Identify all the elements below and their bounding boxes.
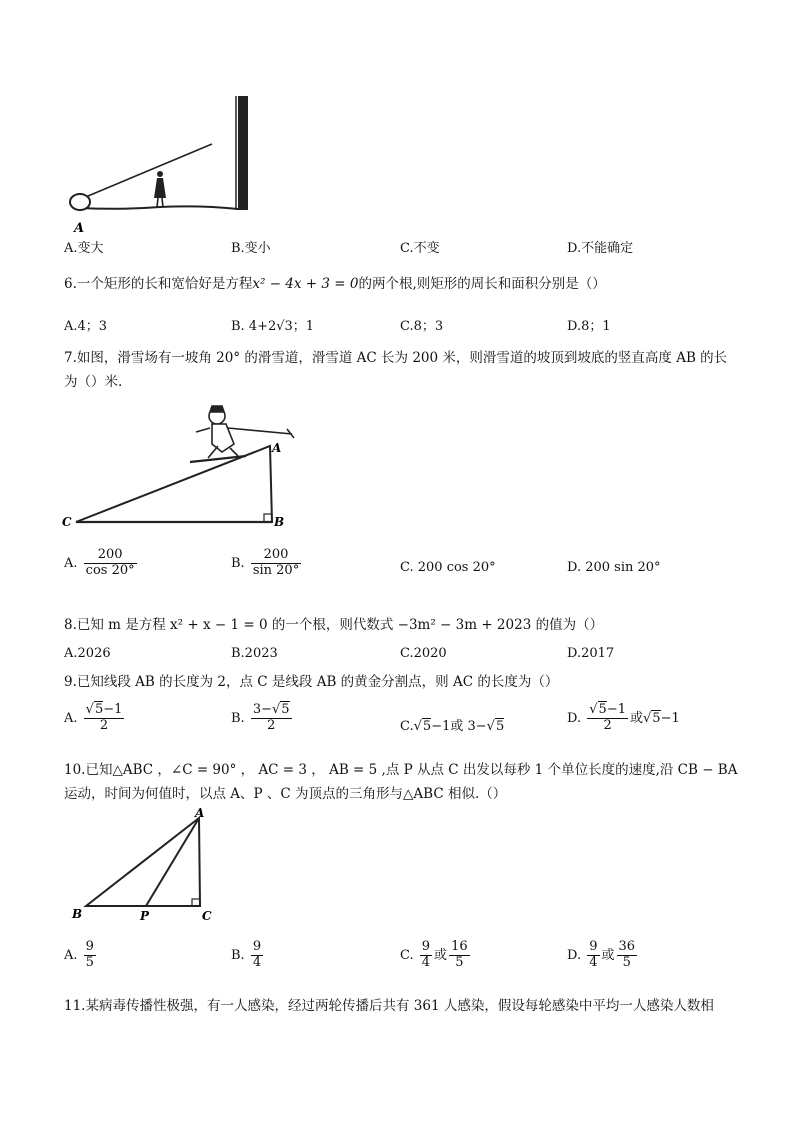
fraction-denominator: 2 [603,717,612,733]
fraction-denominator: 5 [85,954,94,970]
q9-option-d-tail: −1 [660,710,680,726]
q9-stem: 9.已知线段 AB 的长度为 2，点 C 是线段 AB 的黄金分割点，则 AC 的长度为（） [64,674,559,690]
radicand: 5 [495,719,505,734]
q9-option-d-prefix: D. [567,710,582,726]
q8-option-b[interactable]: B.2023 [231,646,278,661]
point-c-label: C [202,909,212,923]
q10-option-c-fraction-2 [449,940,470,971]
fraction-denominator: 4 [421,954,431,970]
triangle-abc [86,818,200,906]
q7-option-b[interactable] [231,548,303,579]
fraction-denominator: 4 [252,954,262,970]
q10-option-d-fraction-2 [617,940,638,971]
point-b-label: B [72,907,83,921]
fraction-denominator: 5 [455,954,464,970]
q10-option-d-fraction-1 [587,940,599,971]
q10-option-c-prefix: C. [400,947,414,963]
point-p-label: P [140,909,150,923]
fraction-denominator: cos 20° [85,562,135,578]
fraction-numerator: 9 [85,939,94,954]
q9-option-c-prefix: C. [400,719,414,734]
fraction-numerator: √5−1 [589,702,626,717]
q6-option-d[interactable]: D.8；1 [567,319,611,334]
q8-option-c[interactable]: C.2020 [400,646,447,661]
point-b-label: B [274,515,285,529]
q6-option-c[interactable]: C.8；3 [400,319,444,334]
q6-stem-post: 的两个根,则矩形的周长和面积分别是（） [358,276,606,292]
q7-figure [62,398,312,533]
fraction-numerator: 200 [251,548,301,564]
q10-option-c-mid: 或 [434,947,448,963]
q9-option-b[interactable] [231,703,294,734]
ground-line [80,206,238,209]
fraction-numerator: √5−1 [85,702,123,717]
q9-option-d-mid: 或 [629,710,643,726]
q9-option-a[interactable] [64,703,126,734]
right-angle-mark [192,899,200,906]
fraction-numerator: 9 [252,939,262,954]
q10-option-d[interactable] [567,940,639,971]
numerator-pre: 3− [252,702,272,717]
q11-stem-line1: 11.某病毒传播性极强，有一人感染，经过两轮传播后共有 361 人感染，假设每轮感染中平均一人感染人数相 [64,998,714,1014]
radicand: 5 [281,702,290,717]
fraction-denominator: 2 [99,717,109,733]
q9-option-a-prefix: A. [64,710,78,726]
q10-option-b-prefix: B. [231,947,245,963]
q7-option-a-fraction [84,548,137,579]
fraction-numerator: 9 [589,939,598,954]
q10-stem-line1: 10.已知△ABC ，∠C = 90° ， AC = 3 ， AB = 5 ,点 P 从点 C 出发以每秒 1 个单位长度的速度,沿 CB − BA [64,762,738,778]
radicand: 5 [94,702,104,717]
fraction-denominator: 4 [589,954,598,970]
wall [238,96,248,210]
q9-option-b-prefix: B. [231,710,245,726]
point-a-label: A [74,221,85,236]
q5-option-d[interactable]: D.不能确定 [567,241,634,256]
q9-option-c-mid: −1或 3− [431,719,487,734]
q6-stem [64,272,606,292]
q10-option-b[interactable] [231,940,265,971]
right-angle-mark [264,514,272,522]
q10-option-b-fraction [251,940,263,971]
q9-option-a-fraction [84,703,125,734]
q6-stem-pre: 6.一个矩形的长和宽恰好是方程 [64,276,253,292]
segment-ap [146,818,199,906]
q8-option-d[interactable]: D.2017 [567,646,615,661]
fraction-denominator: 5 [622,954,631,970]
q5-option-b[interactable]: B.变小 [231,241,271,256]
q10-option-d-mid: 或 [601,947,615,963]
q8-option-a[interactable]: A.2026 [64,646,111,661]
q8-stem: 8.已知 m 是方程 x² + x − 1 = 0 的一个根，则代数式 −3m² − 3m + 2023 的值为（） [64,617,604,633]
person-figure [154,171,166,207]
q9-option-b-fraction [251,703,292,734]
q7-option-a[interactable] [64,548,139,579]
q7-stem-line1: 7.如图，滑雪场有一坡角 20° 的滑雪道，滑雪道 AC 长为 200 米，则滑雪道的坡顶到坡底的竖直高度 AB 的长 [64,350,728,366]
q7-option-a-prefix: A. [64,555,78,571]
radicand: 5 [598,702,607,717]
q6-option-a[interactable]: A.4；3 [64,319,108,334]
q9-option-d[interactable]: D. $\frac{√5-1}{2}$ 或√5−1 [567,702,680,733]
light-ray [88,144,212,196]
q9-option-c[interactable]: C.√5−1或 3−√5 [400,719,505,734]
numerator-rest: −1 [103,702,123,717]
fraction-numerator: 3−√5 [252,702,290,717]
point-a-label: A [272,441,282,455]
point-c-label: C [62,515,72,529]
fraction-numerator: 9 [421,939,431,954]
q7-option-c[interactable]: C. 200 cos 20° [400,560,496,575]
q10-option-a[interactable] [64,940,98,971]
q5-option-c[interactable]: C.不变 [400,241,440,256]
q7-option-d[interactable]: D. 200 sin 20° [567,560,661,575]
q10-option-c[interactable] [400,940,472,971]
q10-option-d-prefix: D. [567,947,582,963]
q7-option-b-fraction [251,548,301,579]
fraction-numerator: 200 [84,548,137,564]
q7-stem-line2: 为（）米. [64,374,123,390]
fraction-numerator: 36 [618,939,636,954]
q6-option-b[interactable]: B. 4+2√3；1 [231,319,315,334]
q5-option-a[interactable]: A.变大 [64,241,104,256]
q9-option-d-fraction [587,703,628,734]
q10-option-a-fraction [84,940,96,971]
fraction-denominator: 2 [267,717,276,733]
radicand: 5 [652,710,661,726]
q10-option-a-prefix: A. [64,947,78,963]
fraction-denominator: sin 20° [252,562,300,578]
q6-equation: x² − 4x + 3 = 0 [252,276,359,292]
numerator-rest: −1 [606,702,626,717]
point-a-label: A [195,808,205,820]
fraction-numerator: 16 [451,939,468,954]
q10-stem-line2: 运动，时间为何值时，以点 A、P 、C 为顶点的三角形与△ABC 相似.（） [64,786,507,802]
q7-option-b-prefix: B. [231,555,245,571]
q5-figure [60,90,260,240]
q10-figure [66,808,226,923]
q10-option-c-fraction-1 [420,940,432,971]
lamp [70,194,90,210]
radicand: 5 [422,719,432,734]
